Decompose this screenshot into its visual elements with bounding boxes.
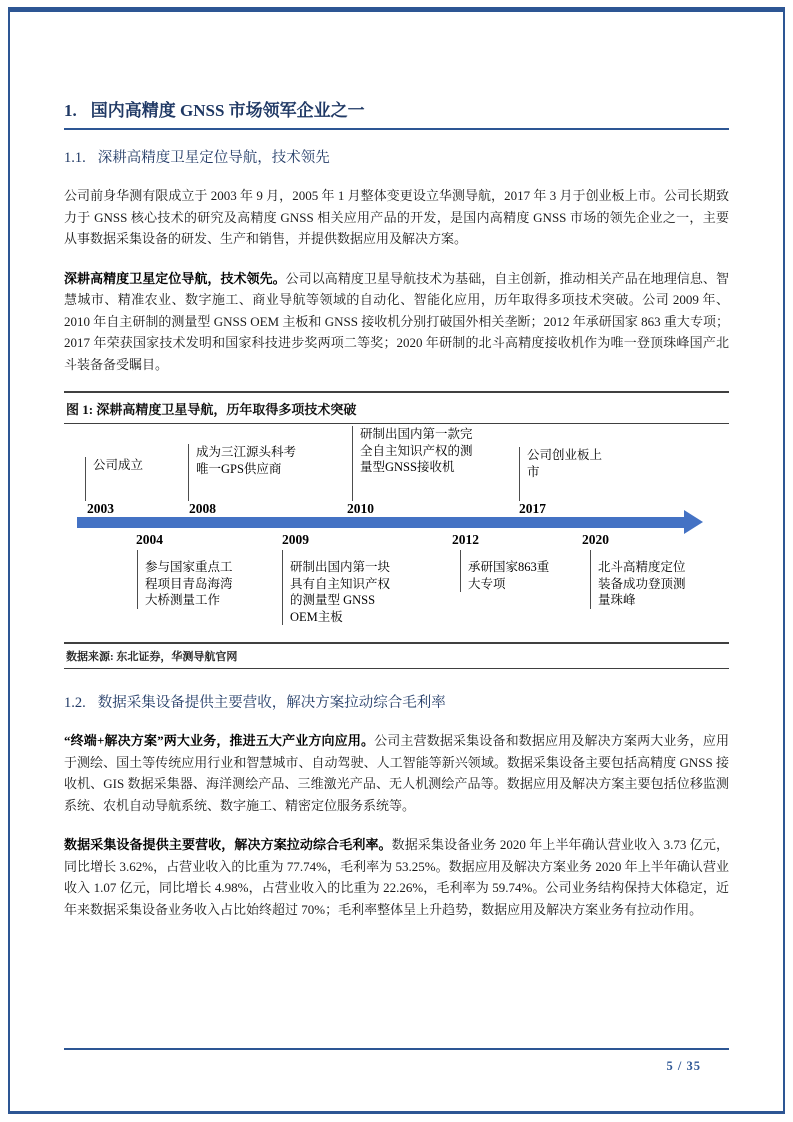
timeline-milestone-2020 bbox=[590, 550, 693, 609]
paragraph-two-businesses-lead: “终端+解决方案”两大业务，推进五大产业方向应用。 bbox=[64, 733, 375, 748]
timeline-arrow-icon bbox=[77, 517, 684, 528]
paragraph-tech-leadership-lead: 深耕高精度卫星定位导航，技术领先。 bbox=[64, 270, 286, 286]
paragraph-two-businesses bbox=[64, 730, 729, 816]
timeline-year-2008: 2008 bbox=[189, 501, 216, 516]
timeline-year-2009: 2009 bbox=[282, 532, 309, 547]
subsection-1-1-heading bbox=[64, 146, 729, 167]
section-1-title: 国内高精度 GNSS 市场领军企业之一 bbox=[90, 101, 365, 120]
timeline-milestone-2003 bbox=[85, 457, 173, 501]
paragraph-tech-leadership-body: 公司以高精度卫星导航技术为基础，自主创新，推动相关产品在地理信息、智慧城市、精准农业、数字施工、商业导航等领域的自动化、智能化应用，历年取得多项技术突破。公司 2009 年、2010 年自主研制的测量型 GNSS OEM 主板和 GNSS 接收机分别打破国外相关垄断；2012 年承研国家 863 重大专项；2017 年荣获国家技术发明和国家科技进步奖两项二等奖；2020 年研制的北斗高精度接收机作为唯一登顶珠峰国产北斗装备备受瞩目。 bbox=[64, 270, 729, 372]
paragraph-two-businesses-body: 公司主营数据采集设备和数据应用及解决方案两大业务，应用于测绘、国土等传统应用行业和智慧城市、自动驾驶、人工智能等新兴领域。数据采集设备主要包括高精度 GNSS 接收机、GIS 数据采集器、海洋测绘产品、三维激光产品、无人机测绘产品等。数据应用及解决方案主要包括位移监测系统、农机自动导航系统、数字施工、精密定位服务系统等。 bbox=[64, 733, 729, 813]
milestone-2020-text: 北斗高精度定位装备成功登顶测量珠峰 bbox=[598, 560, 686, 607]
page-number: 5 / 35 bbox=[666, 1059, 701, 1073]
timeline-milestone-2012 bbox=[460, 550, 552, 592]
timeline-year-2004: 2004 bbox=[136, 532, 163, 547]
milestone-2004-text: 参与国家重点工程项目青岛海湾大桥测量工作 bbox=[145, 560, 233, 607]
milestone-2012-text: 承研国家863重大专项 bbox=[468, 560, 550, 591]
timeline-year-2017: 2017 bbox=[519, 501, 546, 516]
timeline-year-2003: 2003 bbox=[87, 501, 114, 516]
subsection-1-2-number: 1.2. bbox=[64, 695, 86, 711]
paragraph-revenue-margin-lead: 数据采集设备提供主要营收，解决方案拉动综合毛利率。 bbox=[64, 837, 392, 852]
figure-1-source: 数据来源: 东北证券，华测导航官网 bbox=[64, 642, 729, 669]
paragraph-revenue-margin-body: 数据采集设备业务 2020 年上半年确认营业收入 3.73 亿元，同比增长 3.62%，占营业收入的比重为 77.74%，毛利率为 53.25%。数据应用及解决方案业务 2020 年上半年确认营业收入 1.07 亿元，同比增长 4.98%，占营业收入的比重为 22.26%，毛利率为 59.74%。公司业务结构保持大体稳定，近年来数据采集设备业务收入占比始终超过 70%；毛利率整体呈上升趋势，数据应用及解决方案业务有拉动作用。 bbox=[64, 837, 729, 917]
section-1-heading bbox=[64, 96, 729, 130]
milestone-2010-text: 研制出国内第一款完全自主知识产权的测量型GNSS接收机 bbox=[360, 427, 473, 474]
figure-1-timeline-diagram bbox=[64, 424, 729, 642]
milestone-2003-text: 公司成立 bbox=[93, 458, 144, 472]
figure-1-caption: 图 1: 深耕高精度卫星导航，历年取得多项技术突破 bbox=[64, 391, 729, 424]
section-1-number: 1. bbox=[64, 101, 77, 120]
timeline-milestone-2008 bbox=[188, 444, 298, 501]
timeline-year-2012: 2012 bbox=[452, 532, 479, 547]
subsection-1-1-number: 1.1. bbox=[64, 150, 86, 166]
milestone-2009-text: 研制出国内第一块具有自主知识产权的测量型 GNSS OEM主板 bbox=[290, 560, 391, 624]
subsection-1-2-heading bbox=[64, 691, 729, 712]
page-footer bbox=[64, 1048, 729, 1075]
milestone-2017-text: 公司创业板上市 bbox=[527, 448, 603, 479]
paragraph-tech-leadership bbox=[64, 268, 729, 376]
timeline-year-2010: 2010 bbox=[347, 501, 374, 516]
report-content bbox=[64, 0, 729, 920]
paragraph-revenue-margin bbox=[64, 834, 729, 920]
timeline-milestone-2009 bbox=[282, 550, 397, 625]
timeline-milestone-2010 bbox=[352, 426, 480, 501]
subsection-1-1-title: 深耕高精度卫星定位导航，技术领先 bbox=[97, 150, 330, 166]
timeline-milestone-2017 bbox=[519, 447, 614, 501]
timeline-year-2020: 2020 bbox=[582, 532, 609, 547]
timeline-milestone-2004 bbox=[137, 550, 237, 609]
milestone-2008-text: 成为三江源头科考唯一GPS供应商 bbox=[196, 445, 297, 476]
subsection-1-2-title: 数据采集设备提供主要营收，解决方案拉动综合毛利率 bbox=[97, 695, 446, 711]
paragraph-company-intro: 公司前身华测有限成立于 2003 年 9 月，2005 年 1 月整体变更设立华测导航，2017 年 3 月于创业板上市。公司长期致力于 GNSS 核心技术的研究及高精度 GNSS 相关应用产品的开发，是国内高精度 GNSS 市场的领先企业之一，主要从事数据采集设备的研发、生产和销售，并提供数据应用及解决方案。 bbox=[64, 188, 729, 246]
